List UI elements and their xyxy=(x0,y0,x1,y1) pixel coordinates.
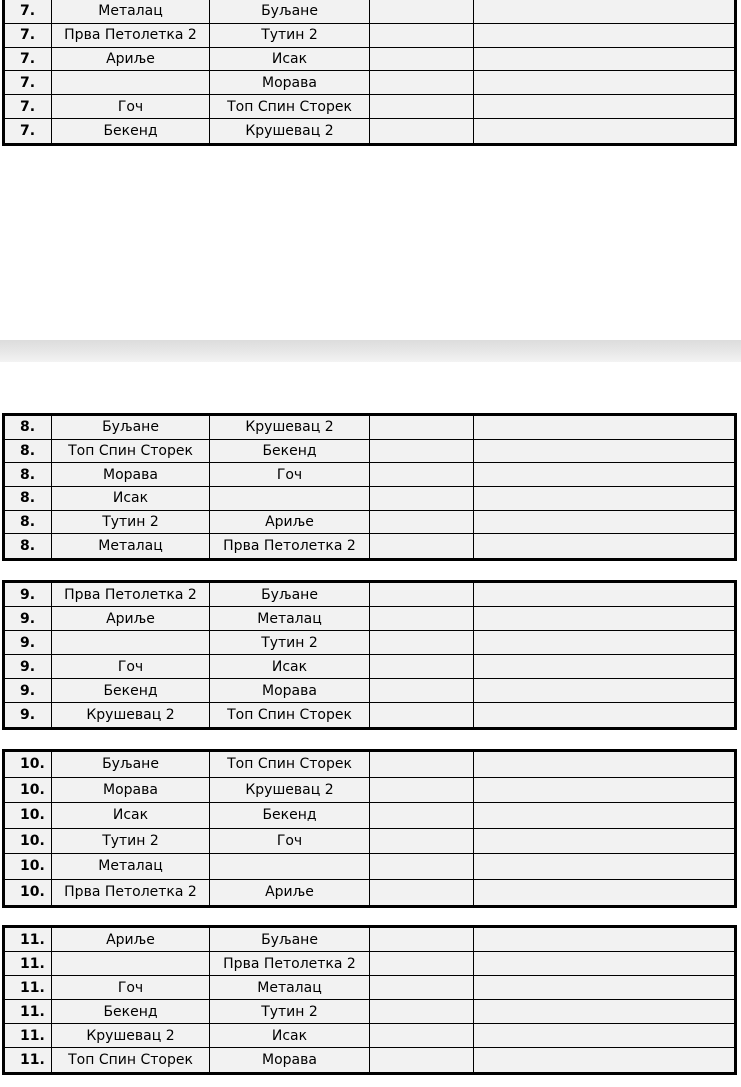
score-cell xyxy=(370,119,474,143)
away-team: Крушевац 2 xyxy=(210,778,370,803)
note-cell xyxy=(474,0,734,23)
score-cell xyxy=(370,416,474,439)
away-team: Гоч xyxy=(210,463,370,486)
round-number: 11. xyxy=(5,1000,52,1023)
away-team: Тутин 2 xyxy=(210,631,370,654)
round-number: 10. xyxy=(5,854,52,879)
note-cell xyxy=(474,463,734,486)
round-number: 10. xyxy=(5,880,52,906)
away-team: Крушевац 2 xyxy=(210,416,370,439)
round-number: 9. xyxy=(5,703,52,727)
round-table xyxy=(2,749,737,908)
table-row xyxy=(5,511,734,535)
table-row xyxy=(5,829,734,855)
home-team: Морава xyxy=(52,778,210,803)
home-team: Гоч xyxy=(52,976,210,999)
note-cell xyxy=(474,928,734,951)
note-cell xyxy=(474,703,734,727)
table-row xyxy=(5,48,734,72)
note-cell xyxy=(474,511,734,534)
home-team: Топ Спин Сторек xyxy=(52,440,210,463)
table-row xyxy=(5,854,734,880)
home-team: Ариље xyxy=(52,928,210,951)
score-cell xyxy=(370,778,474,803)
home-team: Буљане xyxy=(52,752,210,777)
away-team xyxy=(210,854,370,879)
note-cell xyxy=(474,854,734,879)
away-team: Морава xyxy=(210,679,370,702)
table-row xyxy=(5,976,734,1000)
round-number: 10. xyxy=(5,829,52,854)
note-cell xyxy=(474,803,734,828)
home-team: Металац xyxy=(52,854,210,879)
score-cell xyxy=(370,703,474,727)
round-number: 10. xyxy=(5,752,52,777)
score-cell xyxy=(370,487,474,510)
note-cell xyxy=(474,778,734,803)
table-row xyxy=(5,534,734,558)
away-team: Буљане xyxy=(210,928,370,951)
home-team: Бекенд xyxy=(52,119,210,143)
table-row xyxy=(5,778,734,804)
away-team: Топ Спин Сторек xyxy=(210,752,370,777)
table-row xyxy=(5,583,734,607)
home-team: Металац xyxy=(52,534,210,558)
score-cell xyxy=(370,880,474,906)
page-separator xyxy=(0,340,741,362)
away-team: Исак xyxy=(210,655,370,678)
note-cell xyxy=(474,24,734,47)
score-cell xyxy=(370,534,474,558)
round-number: 9. xyxy=(5,655,52,678)
score-cell xyxy=(370,1048,474,1072)
away-team: Крушевац 2 xyxy=(210,119,370,143)
home-team: Крушевац 2 xyxy=(52,1024,210,1047)
home-team: Металац xyxy=(52,0,210,23)
round-table xyxy=(2,0,737,146)
away-team xyxy=(210,487,370,510)
table-row xyxy=(5,416,734,440)
score-cell xyxy=(370,1000,474,1023)
score-cell xyxy=(370,48,474,71)
away-team: Буљане xyxy=(210,583,370,606)
note-cell xyxy=(474,119,734,143)
away-team: Буљане xyxy=(210,0,370,23)
score-cell xyxy=(370,607,474,630)
table-row xyxy=(5,1024,734,1048)
round-number: 8. xyxy=(5,416,52,439)
round-number: 9. xyxy=(5,583,52,606)
home-team: Прва Петолетка 2 xyxy=(52,583,210,606)
away-team: Ариље xyxy=(210,511,370,534)
round-number: 11. xyxy=(5,928,52,951)
table-row xyxy=(5,928,734,952)
table-row xyxy=(5,1048,734,1072)
table-row xyxy=(5,24,734,48)
home-team: Тутин 2 xyxy=(52,511,210,534)
note-cell xyxy=(474,95,734,118)
home-team xyxy=(52,952,210,975)
away-team: Морава xyxy=(210,71,370,94)
round-number: 7. xyxy=(5,71,52,94)
note-cell xyxy=(474,71,734,94)
away-team: Исак xyxy=(210,48,370,71)
note-cell xyxy=(474,607,734,630)
home-team: Прва Петолетка 2 xyxy=(52,24,210,47)
home-team: Прва Петолетка 2 xyxy=(52,880,210,906)
round-number: 8. xyxy=(5,511,52,534)
round-number: 10. xyxy=(5,803,52,828)
home-team xyxy=(52,631,210,654)
note-cell xyxy=(474,655,734,678)
note-cell xyxy=(474,416,734,439)
score-cell xyxy=(370,71,474,94)
table-row xyxy=(5,1000,734,1024)
score-cell xyxy=(370,803,474,828)
note-cell xyxy=(474,48,734,71)
round-number: 10. xyxy=(5,778,52,803)
note-cell xyxy=(474,583,734,606)
home-team: Гоч xyxy=(52,655,210,678)
table-row xyxy=(5,119,734,143)
table-row xyxy=(5,487,734,511)
score-cell xyxy=(370,952,474,975)
home-team: Топ Спин Сторек xyxy=(52,1048,210,1072)
score-cell xyxy=(370,95,474,118)
score-cell xyxy=(370,976,474,999)
score-cell xyxy=(370,854,474,879)
round-number: 11. xyxy=(5,1024,52,1047)
table-row xyxy=(5,655,734,679)
away-team: Ариље xyxy=(210,880,370,906)
round-number: 9. xyxy=(5,607,52,630)
home-team: Ариље xyxy=(52,48,210,71)
table-row xyxy=(5,71,734,95)
away-team: Гоч xyxy=(210,829,370,854)
away-team: Бекенд xyxy=(210,803,370,828)
away-team: Прва Петолетка 2 xyxy=(210,952,370,975)
note-cell xyxy=(474,487,734,510)
home-team: Морава xyxy=(52,463,210,486)
table-row xyxy=(5,803,734,829)
home-team xyxy=(52,71,210,94)
round-number: 11. xyxy=(5,1048,52,1072)
table-row xyxy=(5,95,734,119)
score-cell xyxy=(370,463,474,486)
round-number: 7. xyxy=(5,95,52,118)
home-team: Ариље xyxy=(52,607,210,630)
round-number: 8. xyxy=(5,487,52,510)
table-row xyxy=(5,607,734,631)
table-row xyxy=(5,0,734,24)
round-number: 7. xyxy=(5,119,52,143)
note-cell xyxy=(474,752,734,777)
score-cell xyxy=(370,752,474,777)
note-cell xyxy=(474,829,734,854)
table-row xyxy=(5,952,734,976)
away-team: Тутин 2 xyxy=(210,1000,370,1023)
table-row xyxy=(5,679,734,703)
score-cell xyxy=(370,24,474,47)
away-team: Тутин 2 xyxy=(210,24,370,47)
table-row xyxy=(5,880,734,906)
round-number: 11. xyxy=(5,952,52,975)
score-cell xyxy=(370,440,474,463)
table-row xyxy=(5,631,734,655)
score-cell xyxy=(370,1024,474,1047)
home-team: Гоч xyxy=(52,95,210,118)
score-cell xyxy=(370,511,474,534)
away-team: Топ Спин Сторек xyxy=(210,95,370,118)
away-team: Морава xyxy=(210,1048,370,1072)
score-cell xyxy=(370,655,474,678)
note-cell xyxy=(474,440,734,463)
score-cell xyxy=(370,583,474,606)
home-team: Тутин 2 xyxy=(52,829,210,854)
round-number: 9. xyxy=(5,631,52,654)
table-row xyxy=(5,440,734,464)
note-cell xyxy=(474,1048,734,1072)
score-cell xyxy=(370,0,474,23)
away-team: Бекенд xyxy=(210,440,370,463)
table-row xyxy=(5,752,734,778)
round-number: 9. xyxy=(5,679,52,702)
home-team: Бекенд xyxy=(52,679,210,702)
home-team: Исак xyxy=(52,803,210,828)
note-cell xyxy=(474,1000,734,1023)
round-table xyxy=(2,580,737,730)
round-number: 11. xyxy=(5,976,52,999)
round-table xyxy=(2,413,737,561)
away-team: Металац xyxy=(210,607,370,630)
note-cell xyxy=(474,1024,734,1047)
score-cell xyxy=(370,679,474,702)
round-table xyxy=(2,925,737,1075)
round-number: 7. xyxy=(5,24,52,47)
round-number: 8. xyxy=(5,534,52,558)
table-row xyxy=(5,463,734,487)
home-team: Бекенд xyxy=(52,1000,210,1023)
note-cell xyxy=(474,976,734,999)
away-team: Исак xyxy=(210,1024,370,1047)
round-number: 8. xyxy=(5,463,52,486)
away-team: Металац xyxy=(210,976,370,999)
note-cell xyxy=(474,679,734,702)
home-team: Буљане xyxy=(52,416,210,439)
table-row xyxy=(5,703,734,727)
note-cell xyxy=(474,880,734,906)
away-team: Прва Петолетка 2 xyxy=(210,534,370,558)
away-team: Топ Спин Сторек xyxy=(210,703,370,727)
score-cell xyxy=(370,829,474,854)
note-cell xyxy=(474,534,734,558)
score-cell xyxy=(370,631,474,654)
round-number: 8. xyxy=(5,440,52,463)
note-cell xyxy=(474,631,734,654)
home-team: Исак xyxy=(52,487,210,510)
note-cell xyxy=(474,952,734,975)
round-number: 7. xyxy=(5,0,52,23)
score-cell xyxy=(370,928,474,951)
home-team: Крушевац 2 xyxy=(52,703,210,727)
round-number: 7. xyxy=(5,48,52,71)
